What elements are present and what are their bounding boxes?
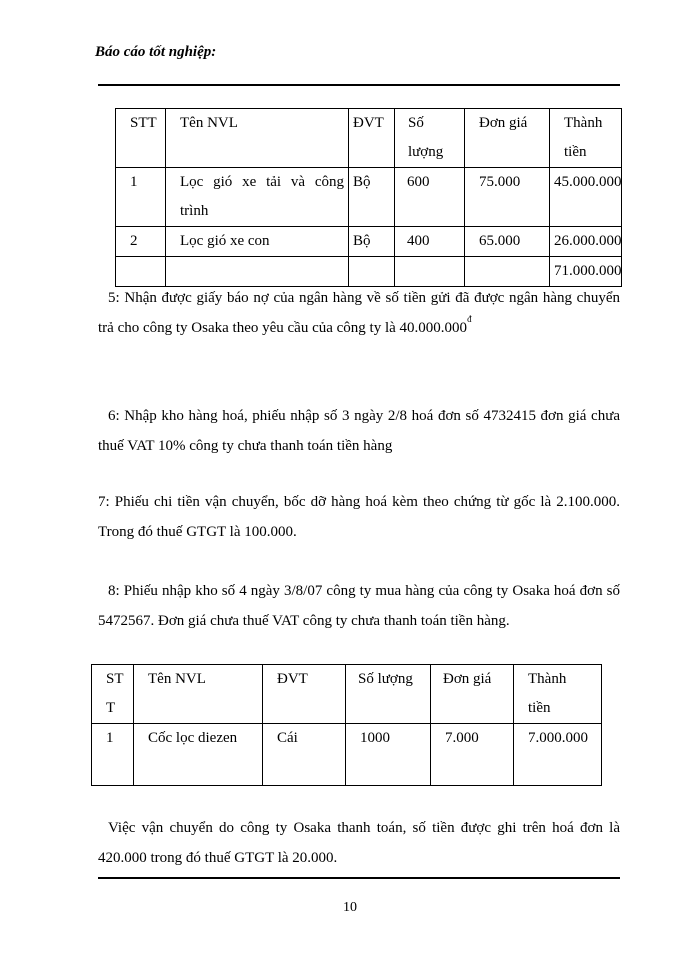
cell-unit: Cái [263,724,346,786]
header-unit: ĐVT [349,109,395,168]
table-row [92,724,602,786]
table-header-row [92,665,602,724]
document-header: Báo cáo tốt nghiệp: [95,44,217,60]
cell-empty [395,257,465,287]
cell-price: 7.000 [431,724,514,786]
page-number: 10 [343,900,357,915]
header-stt: STT [92,665,134,724]
header-price: Đơn giá [431,665,514,724]
header-price: Đơn giá [465,109,550,168]
cell-qty: 400 [395,227,465,257]
header-qty: Số lượng [395,109,465,168]
footer-rule [98,877,620,879]
materials-table-2 [91,664,602,786]
table-total-row [116,257,622,287]
cell-stt: 1 [92,724,134,786]
paragraph-6: 6: Nhập kho hàng hoá, phiếu nhập số 3 ngày 2/8 hoá đơn số 4732415 đơn giá chưa thuế VAT 10% công ty chưa thanh toán tiền hàng [98,408,620,454]
paragraph-8: 8: Phiếu nhập kho số 4 ngày 3/8/07 công ty mua hàng của công ty Osaka hoá đơn số 5472567. Đơn giá chưa thuế VAT công ty chưa thanh toán tiền hàng. [98,583,620,629]
cell-stt: 1 [116,168,166,227]
paragraph-9: Việc vận chuyển do công ty Osaka thanh toán, số tiền được ghi trên hoá đơn là 420.000 trong đó thuế GTGT là 20.000. [98,820,620,866]
cell-qty: 1000 [346,724,431,786]
cell-name: Lọc gió xe tải và công trình [166,168,349,227]
materials-table-1 [115,108,622,287]
header-total: Thành tiền [550,109,622,168]
cell-total: 26.000.000 [550,227,622,257]
cell-unit: Bộ [349,227,395,257]
header-total: Thành tiền [514,665,602,724]
cell-empty [166,257,349,287]
cell-qty: 600 [395,168,465,227]
cell-total: 7.000.000 [514,724,602,786]
table-row [116,168,622,227]
table-row [116,227,622,257]
paragraph-5: 5: Nhận được giấy báo nợ của ngân hàng về số tiền gửi đã được ngân hàng chuyển trả cho công ty Osaka theo yêu cầu của công ty là $40.000.000^đ$ [98,290,620,336]
header-stt: STT [116,109,166,168]
cell-empty [349,257,395,287]
currency-superscript: đ [467,314,472,324]
table-header-row [116,109,622,168]
cell-price: 65.000 [465,227,550,257]
cell-empty [465,257,550,287]
cell-name: Lọc gió xe con [166,227,349,257]
header-name: Tên NVL [166,109,349,168]
cell-stt: 2 [116,227,166,257]
header-qty: Số lượng [346,665,431,724]
header-name: Tên NVL [134,665,263,724]
cell-name: Cốc lọc diezen [134,724,263,786]
cell-grand-total: 71.000.000 [550,257,622,287]
cell-unit: Bộ [349,168,395,227]
cell-total: 45.000.000 [550,168,622,227]
cell-empty [116,257,166,287]
cell-price: 75.000 [465,168,550,227]
header-rule [98,84,620,86]
header-unit: ĐVT [263,665,346,724]
paragraph-7: 7: Phiếu chi tiền vận chuyển, bốc dỡ hàng hoá kèm theo chứng từ gốc là 2.100.000. Trong đó thuế GTGT là 100.000. [98,494,620,540]
